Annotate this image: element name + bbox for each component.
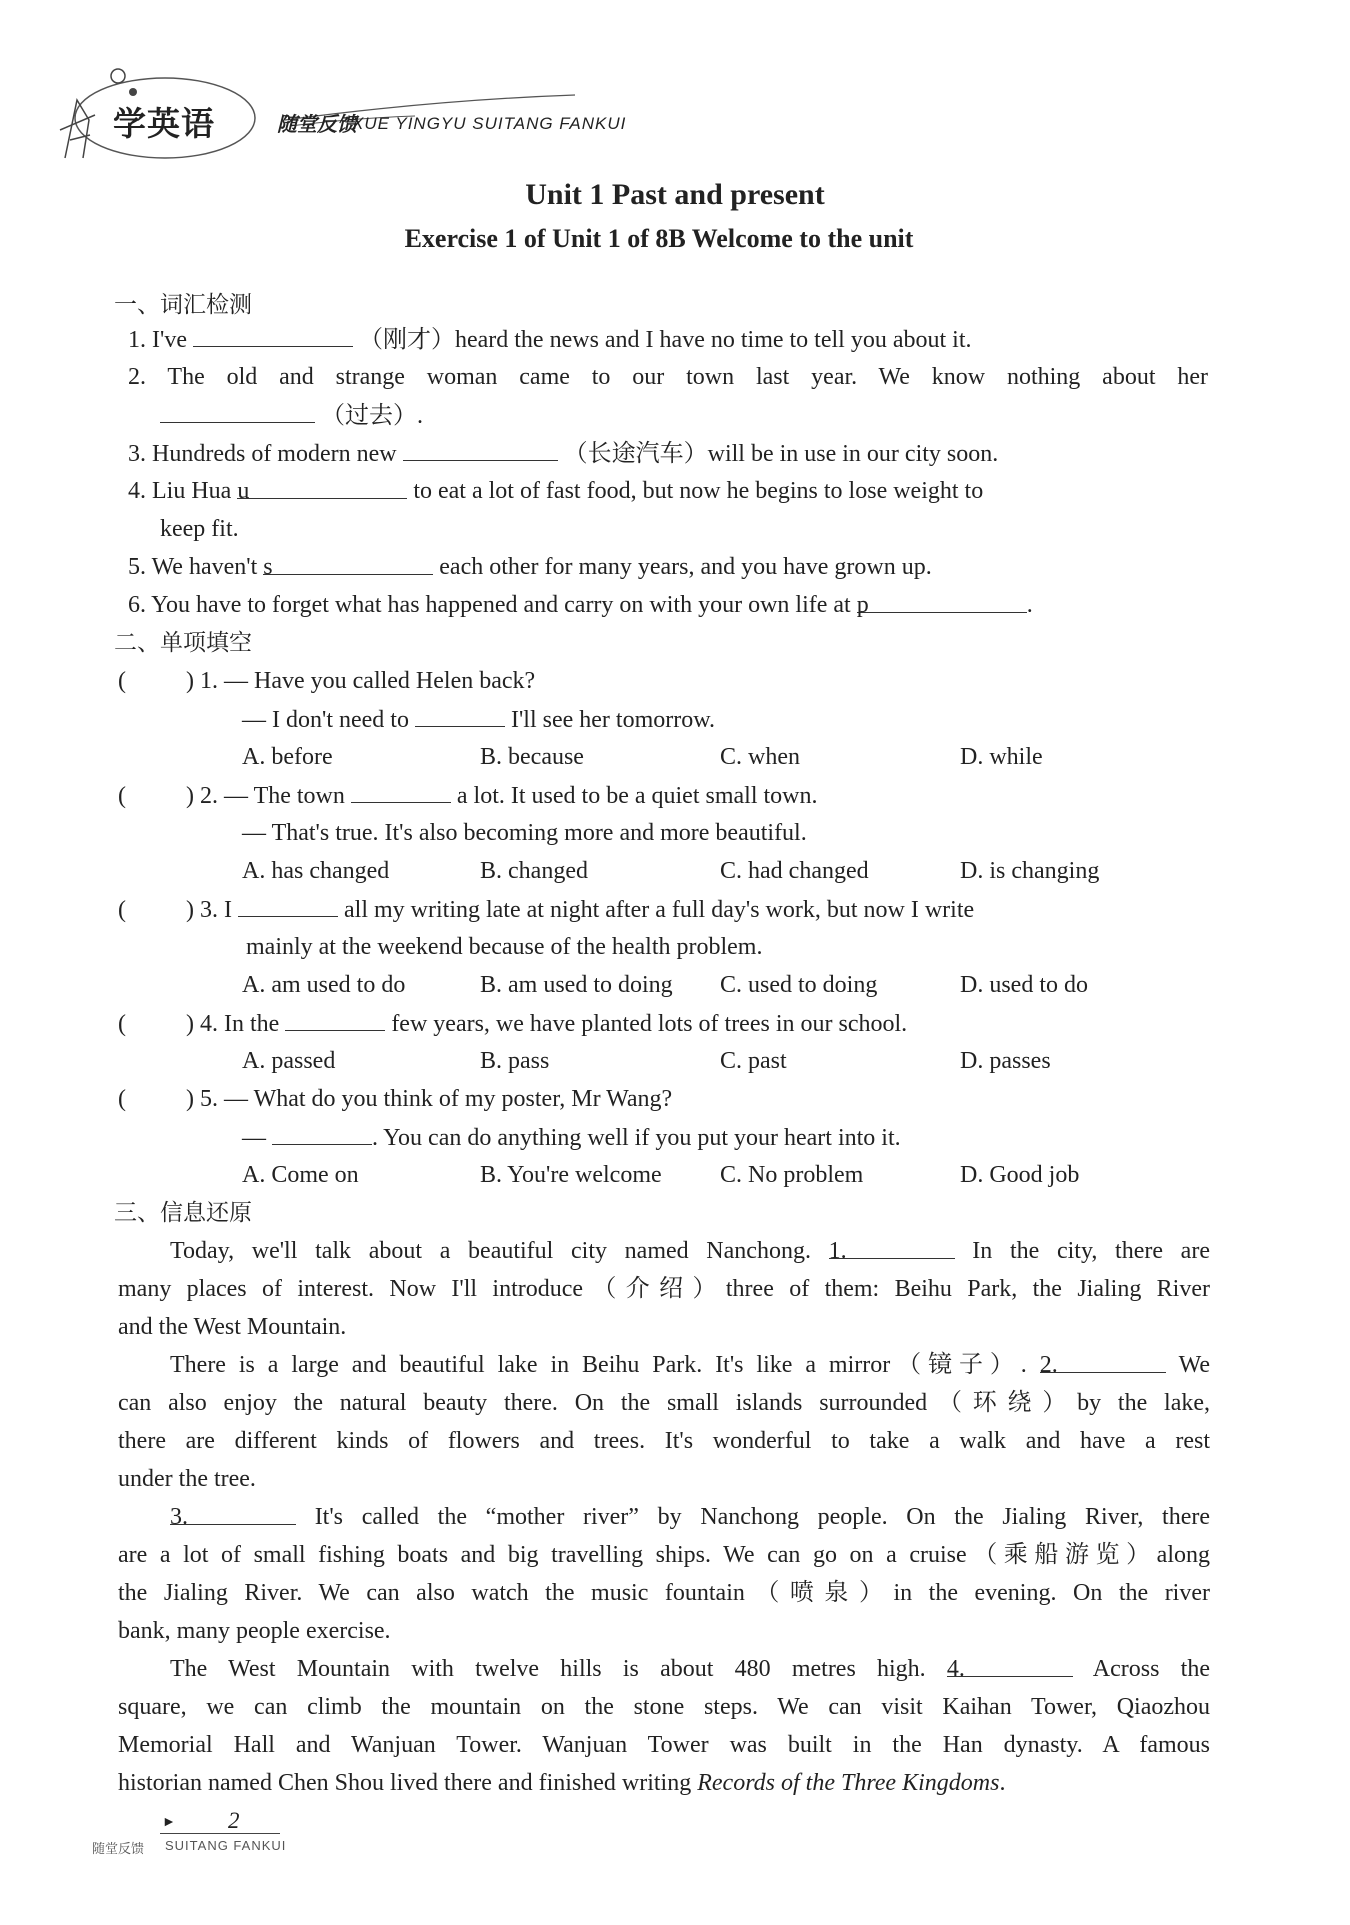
mc-question-2: ( ) 2. — The town a lot. It used to be a quiet small town. (118, 780, 818, 811)
question-text: （长途汽车）will be in use in our city soon. (563, 441, 999, 467)
answer-blank[interactable] (272, 1122, 372, 1145)
mc-question-5-option-d: D. Good job (960, 1162, 1080, 1188)
question-number: 5. (200, 1086, 218, 1112)
exercise-subtitle: Exercise 1 of Unit 1 of 8B Welcome to the unit (404, 224, 914, 253)
question-number: 2. (128, 364, 146, 390)
mc-question-1-option-a: A. before (242, 744, 333, 770)
mc-question-4-option-b: B. pass (480, 1048, 550, 1074)
answer-blank-with-initial[interactable]: u (237, 476, 407, 499)
answer-blank[interactable] (238, 894, 338, 917)
vocab-question-5 (128, 552, 932, 582)
passage-paragraph-3-line-2: are a lot of small fishing boats and big travelling ships. We can go on a cruise（乘船游览）along (118, 1542, 1210, 1568)
question-text: Hundreds of modern new (152, 441, 397, 467)
page-header (55, 60, 655, 170)
question-number: 3. (200, 897, 218, 923)
footer-label-en: SUITANG FANKUI (165, 1838, 287, 1853)
mc-question-1 (118, 666, 535, 696)
passage-blank-4[interactable]: 4. (947, 1654, 1073, 1677)
mc-question-1-line2: — I don't need to I'll see her tomorrow. (242, 704, 715, 735)
section-heading-vocabulary: 一、词汇检测 (114, 292, 252, 318)
vocab-question-6 (128, 590, 1033, 620)
question-text: （过去）. (321, 403, 423, 429)
mc-question-3: ( ) 3. I all my writing late at night after a full day's work, but now I write (118, 894, 974, 925)
passage-paragraph-4-line-2: square, we can climb the mountain on the stone steps. We can visit Kaihan Tower, Qiaozhou (118, 1694, 1210, 1720)
answer-paren[interactable]: ( ) (118, 1086, 194, 1112)
passage-paragraph-2-line-1: There is a large and beautiful lake in Beihu Park. It's like a mirror（镜子）. 2. We (170, 1352, 1211, 1378)
answer-blank[interactable] (415, 704, 505, 727)
passage-paragraph-2-line-4: under the tree. (118, 1466, 256, 1492)
passage-blank-3[interactable]: 3. (170, 1502, 296, 1525)
answer-blank[interactable] (403, 438, 558, 461)
passage-paragraph-4-line-1: The West Mountain with twelve hills is about 480 metres high. 4. Across the (170, 1656, 1210, 1682)
passage-paragraph-1-line-2: many places of interest. Now I'll introduce（介绍）three of them: Beihu Park, the Jialing River (118, 1276, 1210, 1302)
vocab-question-4-continued: keep fit. (160, 516, 239, 542)
question-number: 5. (128, 554, 146, 580)
passage-paragraph-3-line-3: the Jialing River. We can also watch the music fountain（喷泉）in the evening. On the river (118, 1580, 1210, 1606)
mc-question-3-option-d: D. used to do (960, 972, 1088, 998)
question-text: We haven't (151, 554, 258, 580)
mc-question-5-line2: — . You can do anything well if you put your heart into it. (242, 1122, 901, 1153)
answer-paren[interactable]: ( ) (118, 897, 194, 923)
vocab-question-2 (128, 362, 1208, 392)
section-heading-multiple-choice: 二、单项填空 (114, 630, 252, 656)
vocab-question-1 (128, 324, 972, 355)
passage-paragraph-2-line-2: can also enjoy the natural beauty there. On the small islands surrounded（环绕）by the lake, (118, 1390, 1210, 1416)
mc-question-5-option-b: B. You're welcome (480, 1162, 662, 1188)
question-text: Liu Hua (152, 478, 232, 504)
answer-blank[interactable] (193, 324, 353, 347)
mc-question-1-option-c: C. when (720, 744, 800, 770)
mc-question-1-option-b: B. because (480, 744, 584, 770)
passage-blank-2[interactable]: 2. (1040, 1350, 1166, 1373)
passage-paragraph-1-line-3: and the West Mountain. (118, 1314, 347, 1340)
vocab-question-4 (128, 476, 1208, 506)
mc-question-3-option-a: A. am used to do (242, 972, 406, 998)
mc-question-2-option-a: A. has changed (242, 858, 390, 884)
question-number: 1. (128, 327, 146, 353)
mc-question-4-option-c: C. past (720, 1048, 787, 1074)
vocab-question-3 (128, 438, 998, 469)
section-heading-information-restore: 三、信息还原 (114, 1200, 252, 1226)
passage-paragraph-3-line-4: bank, many people exercise. (118, 1618, 391, 1644)
footer-label-cn: 随堂反馈 (92, 1842, 145, 1857)
passage-paragraph-1-line-1: Today, we'll talk about a beautiful city named Nanchong. 1. In the city, there are (170, 1238, 1210, 1264)
header-title-cn: 学英语 (113, 104, 215, 143)
question-text: each other for many years, and you have grown up. (439, 554, 932, 580)
question-text: （刚才）heard the news and I have no time to tell you about it. (358, 327, 972, 353)
answer-paren[interactable]: ( ) (118, 668, 194, 694)
question-number: 2. (200, 783, 218, 809)
mc-question-5-option-c: C. No problem (720, 1162, 864, 1188)
passage-paragraph-4-line-3: Memorial Hall and Wanjuan Tower. Wanjuan Tower was built in the Han dynasty. A famous (118, 1732, 1210, 1758)
mc-question-4: ( ) 4. In the few years, we have planted lots of trees in our school. (118, 1008, 907, 1039)
mc-question-2-line2: — That's true. It's also becoming more and more beautiful. (242, 820, 807, 846)
unit-title: Unit 1 Past and present (525, 178, 825, 211)
mc-question-3-line2: mainly at the weekend because of the health problem. (246, 934, 763, 960)
mc-question-2-option-c: C. had changed (720, 858, 869, 884)
mc-question-3-option-b: B. am used to doing (480, 972, 673, 998)
answer-blank[interactable] (285, 1008, 385, 1031)
passage-paragraph-3-line-1: 3. It's called the “mother river” by Nanchong people. On the Jialing River, there (170, 1504, 1211, 1530)
question-number: 4. (200, 1011, 218, 1037)
question-text: . (1026, 592, 1033, 618)
question-text: to eat a lot of fast food, but now he begins to lose weight to (413, 478, 984, 504)
question-text: You have to forget what has happened and carry on with your own life at (151, 592, 851, 618)
question-text: The old and strange woman came to our town last year. We know nothing about her (167, 364, 1208, 390)
question-text: I've (152, 327, 187, 353)
mc-question-4-option-a: A. passed (242, 1048, 336, 1074)
answer-paren[interactable]: ( ) (118, 783, 194, 809)
header-title-cn-secondary: 随堂反馈 (277, 112, 357, 136)
passage-paragraph-2-line-3: there are different kinds of flowers and trees. It's wonderful to take a walk and have a rest (118, 1428, 1210, 1454)
page-number: 2 (228, 1808, 240, 1833)
answer-blank-with-initial[interactable]: s (263, 552, 433, 575)
mc-question-3-option-c: C. used to doing (720, 972, 878, 998)
question-number: 4. (128, 478, 146, 504)
mc-question-5: ( ) 5. — What do you think of my poster, Mr Wang? (118, 1086, 673, 1112)
vocab-question-2-continued (160, 400, 423, 431)
answer-blank-with-initial[interactable]: p (857, 590, 1027, 613)
answer-paren[interactable]: ( ) (118, 1011, 194, 1037)
answer-blank[interactable] (160, 400, 315, 423)
question-text: — Have you called Helen back? (224, 668, 536, 694)
header-title-en: XUE YINGYU SUITANG FANKUI (352, 114, 627, 133)
mc-question-1-option-d: D. while (960, 744, 1043, 770)
book-title: Records of the Three Kingdoms (697, 1770, 1000, 1796)
question-number: 1. (200, 668, 218, 694)
mc-question-4-option-d: D. passes (960, 1048, 1051, 1074)
passage-blank-1[interactable]: 1. (829, 1236, 955, 1259)
question-number: 3. (128, 441, 146, 467)
mc-question-5-option-a: A. Come on (242, 1162, 359, 1188)
passage-paragraph-4-line-4: historian named Chen Shou lived there and finished writing Records of the Three Kingdoms. (118, 1770, 1006, 1796)
mc-question-2-option-b: B. changed (480, 858, 588, 884)
mc-question-2-option-d: D. is changing (960, 858, 1100, 884)
answer-blank[interactable] (351, 780, 451, 803)
footer-arrow-icon: ► (162, 1815, 176, 1830)
footer-divider (160, 1833, 280, 1834)
question-number: 6. (128, 592, 146, 618)
